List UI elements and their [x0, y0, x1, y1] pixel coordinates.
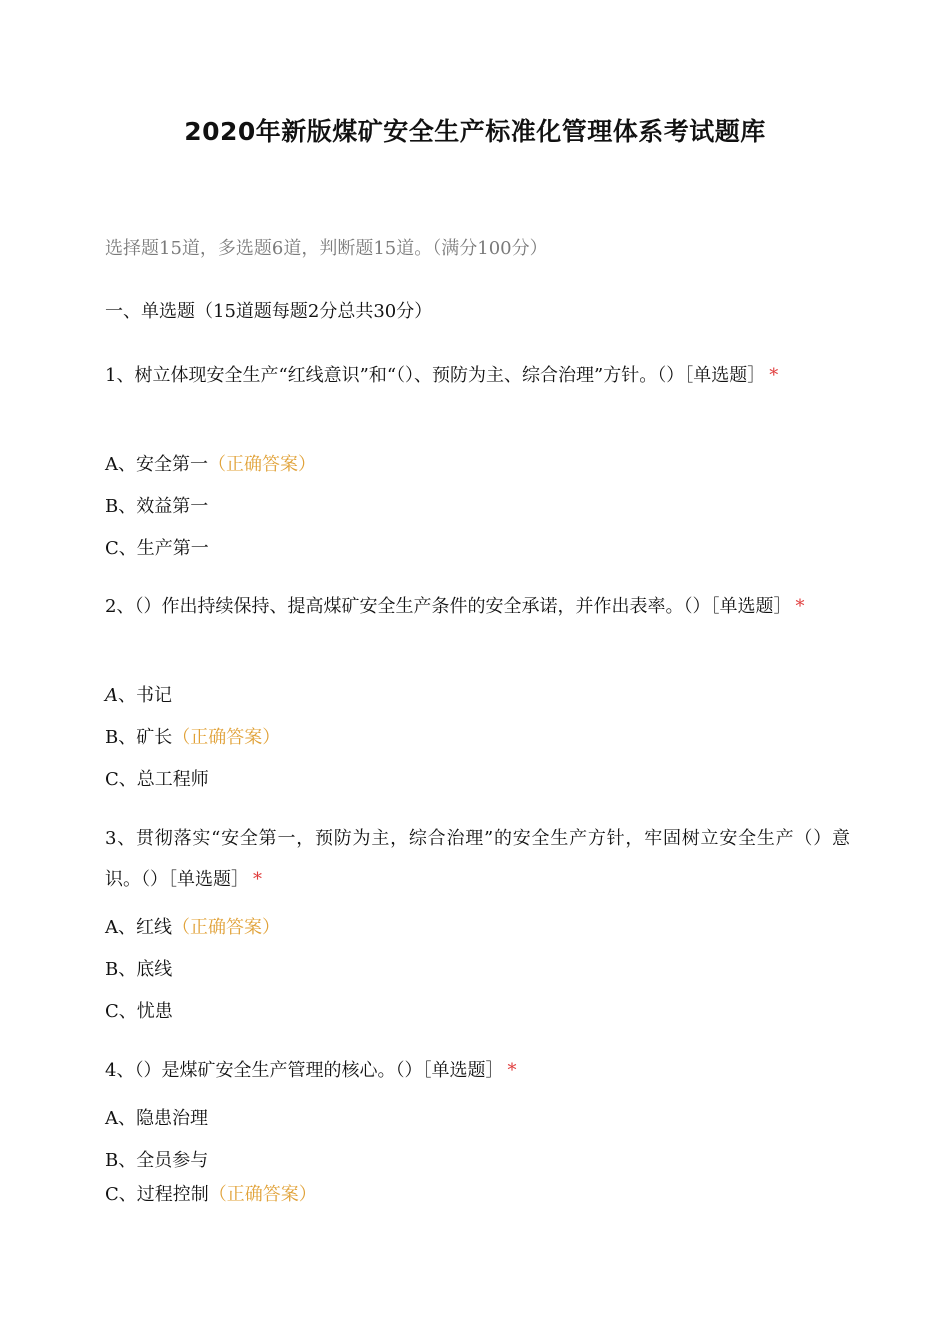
question-1-option-a[interactable]: [105, 450, 316, 480]
correct-answer-tag: （正确答案）: [172, 917, 280, 938]
option-label: B、全员参与: [105, 1150, 209, 1171]
question-2-option-b[interactable]: [105, 723, 280, 753]
question-3-text: 3、贯彻落实“安全第一，预防为主，综合治理”的安全生产方针，牢固树立安全生产（）意识。（）［单选题］: [105, 828, 850, 890]
option-label: A、隐患治理: [105, 1108, 208, 1129]
option-label: B、底线: [105, 959, 173, 980]
question-1: [105, 355, 850, 396]
option-label: A、红线: [105, 917, 172, 938]
option-label: C、过程控制: [105, 1184, 209, 1205]
exam-summary: 选择题15道，多选题6道，判断题15道。（满分100分）: [105, 238, 548, 259]
question-2-text: 2、（）作出持续保持、提高煤矿安全生产条件的安全承诺，并作出表率。（）［单选题］: [105, 596, 792, 617]
required-mark: *: [253, 869, 262, 890]
correct-answer-tag: （正确答案）: [208, 454, 316, 475]
option-label: A、安全第一: [105, 454, 208, 475]
correct-answer-tag: （正确答案）: [208, 1184, 317, 1205]
option-label: B、矿长: [105, 727, 173, 748]
question-2-option-c[interactable]: [105, 765, 209, 795]
section-heading: 一、单选题（15道题每题2分总共30分）: [105, 301, 433, 322]
correct-answer-tag: （正确答案）: [172, 727, 281, 748]
option-label: C、忧患: [105, 1001, 173, 1022]
question-4-option-c[interactable]: [105, 1180, 317, 1210]
option-label: B、效益第一: [105, 496, 209, 517]
document-title: 2020年新版煤矿安全生产标准化管理体系考试题库: [184, 117, 766, 146]
question-2: [105, 586, 850, 627]
question-3-option-c[interactable]: [105, 997, 173, 1027]
question-3-option-b[interactable]: [105, 955, 172, 985]
question-1-text: 1、树立体现安全生产“红线意识”和“（）、预防为主、综合治理”方针。（）［单选题］: [105, 365, 766, 386]
question-1-option-c[interactable]: [105, 534, 209, 564]
question-1-option-b[interactable]: [105, 492, 208, 522]
question-4: [105, 1050, 850, 1091]
required-mark: *: [507, 1060, 517, 1081]
question-3: [105, 818, 850, 900]
question-2-option-a[interactable]: [105, 681, 172, 711]
question-4-option-a[interactable]: [105, 1104, 208, 1134]
option-label: C、生产第一: [105, 538, 209, 559]
question-4-option-b[interactable]: [105, 1146, 208, 1176]
required-mark: *: [795, 596, 805, 617]
option-label: C、总工程师: [105, 769, 209, 790]
option-letter: A: [105, 685, 118, 706]
question-3-option-a[interactable]: [105, 913, 280, 943]
question-4-text: 4、（）是煤矿安全生产管理的核心。（）［单选题］: [105, 1060, 504, 1081]
option-label: 、书记: [118, 685, 172, 706]
required-mark: *: [769, 365, 779, 386]
